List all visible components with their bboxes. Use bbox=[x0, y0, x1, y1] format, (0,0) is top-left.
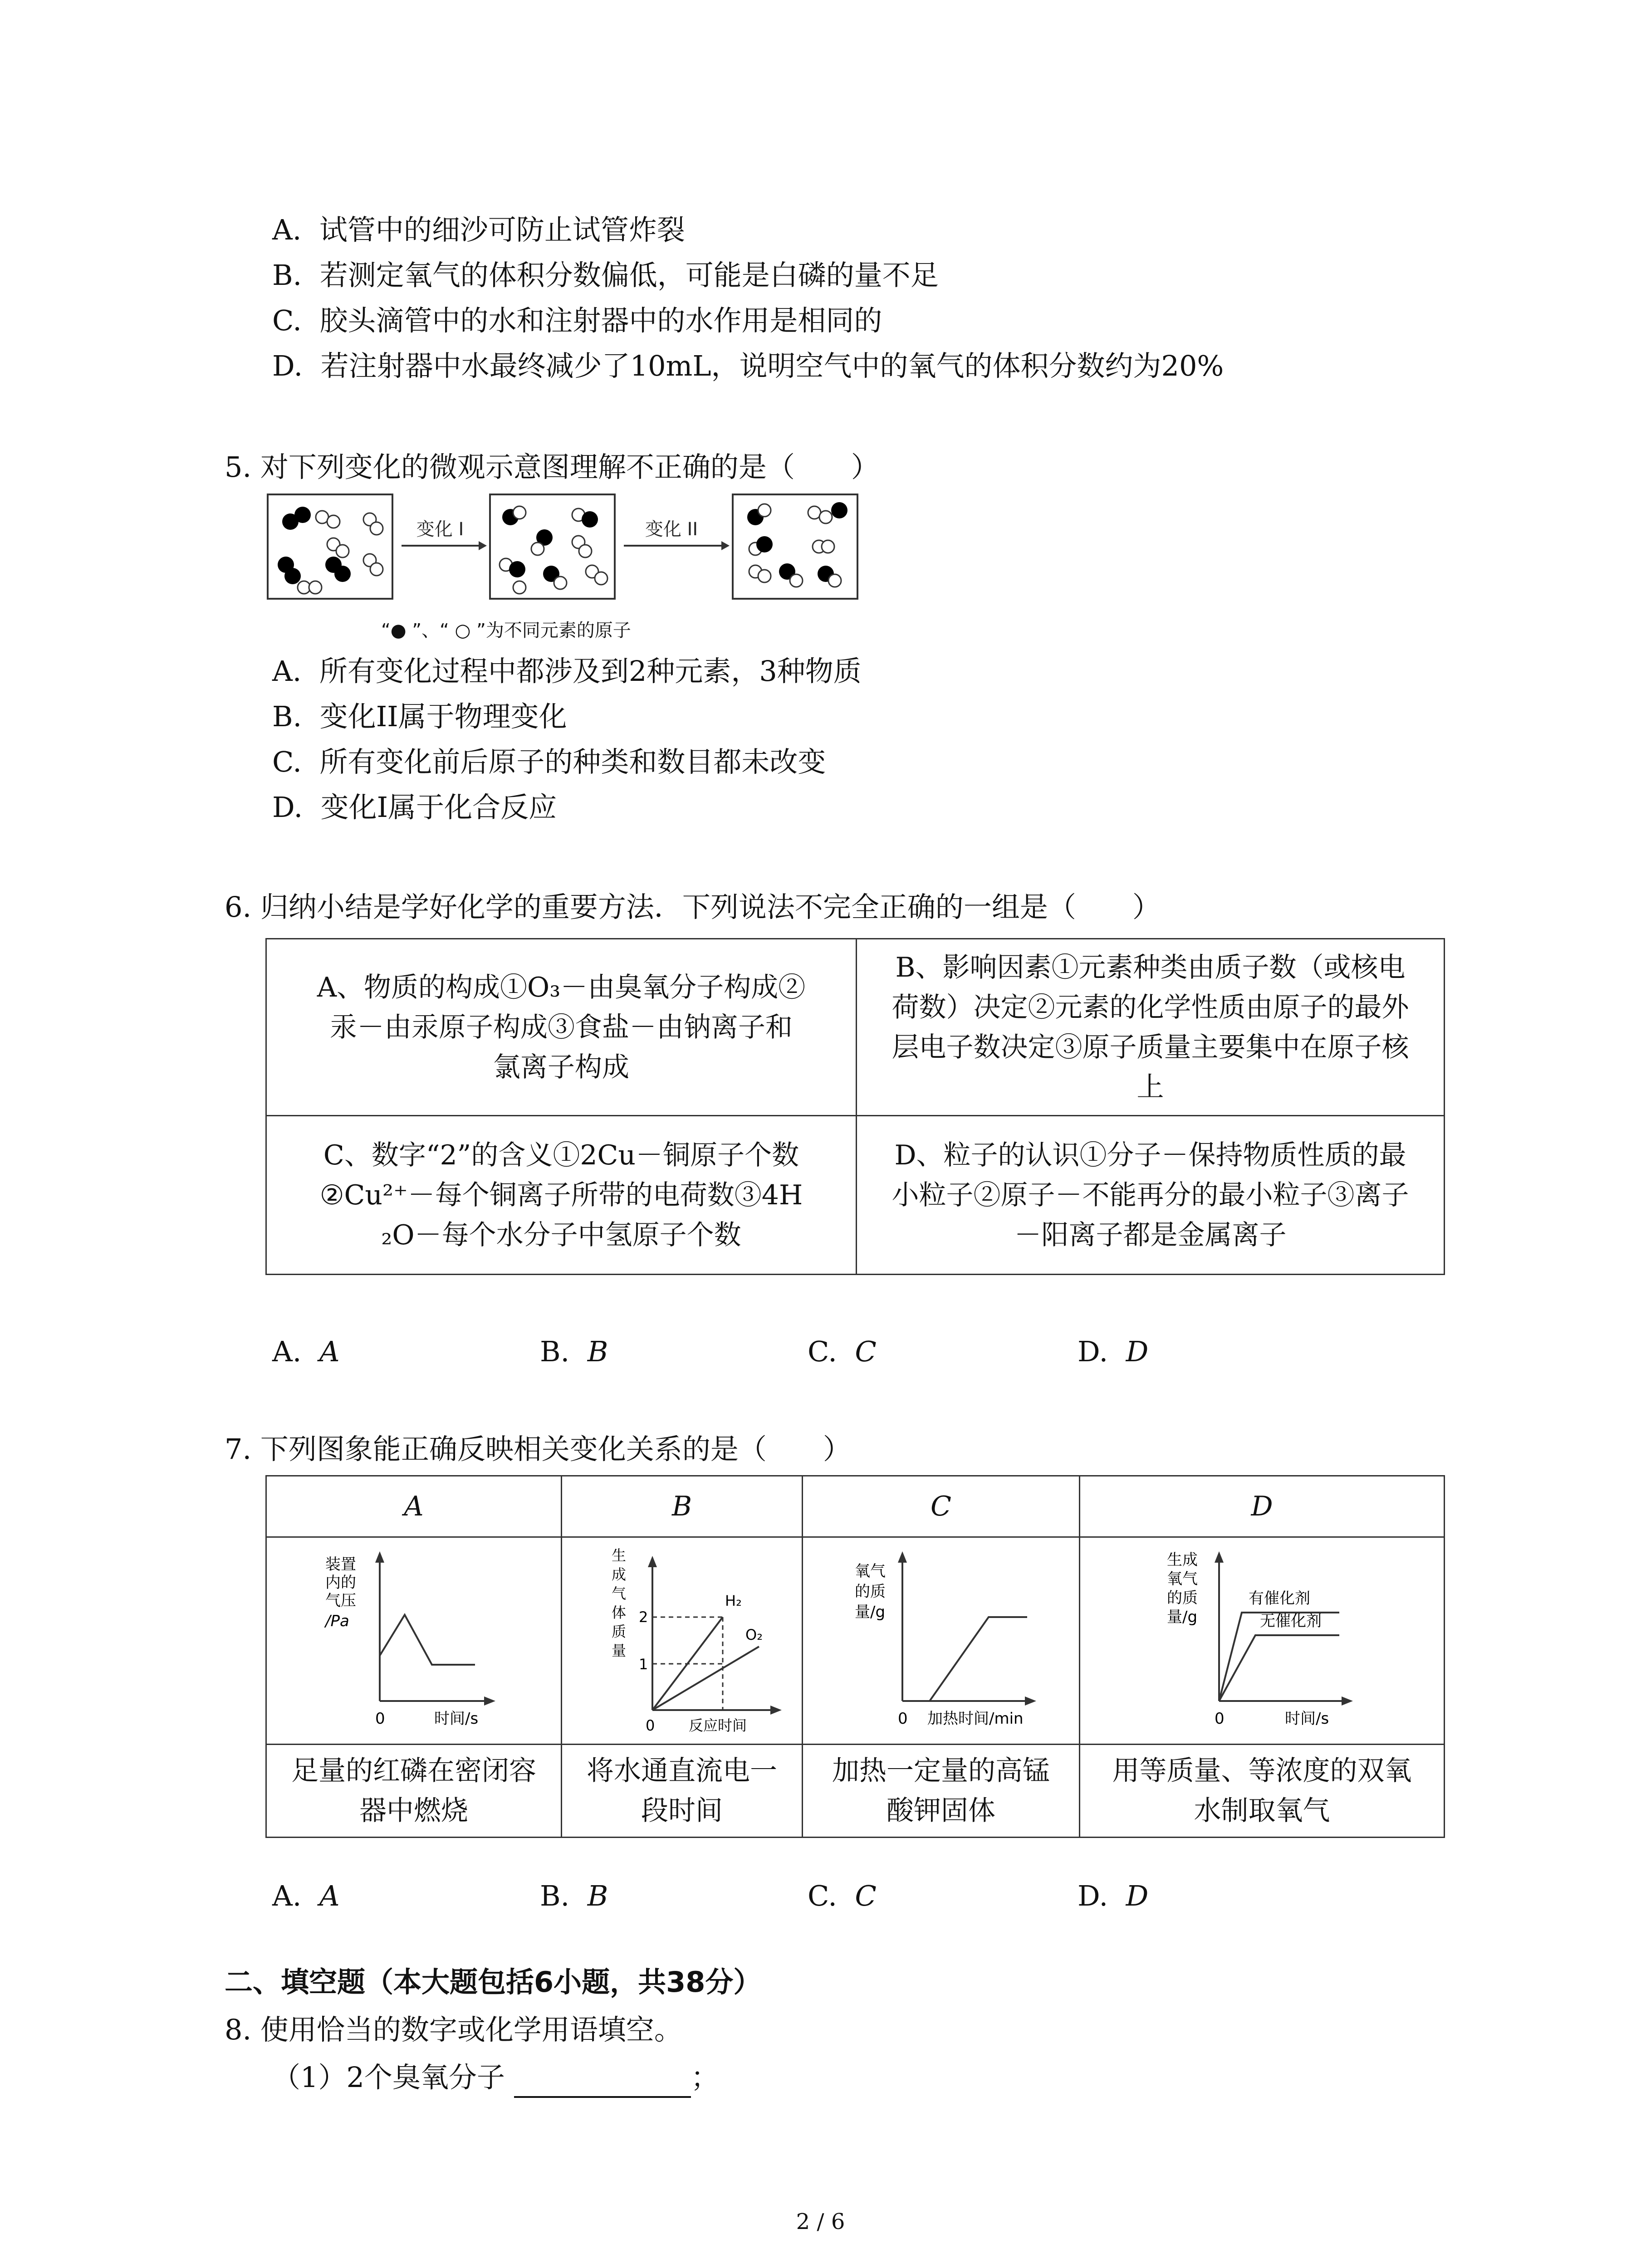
q5-stem: 5. 对下列变化的微观示意图理解不正确的是（ ） bbox=[225, 450, 879, 484]
svg-text:1: 1 bbox=[639, 1656, 648, 1673]
arrow1-label: 变化 I bbox=[416, 519, 464, 540]
q7-graph-d bbox=[1081, 1538, 1444, 1733]
svg-text:装置: 装置 bbox=[325, 1555, 356, 1574]
q7-graph-a bbox=[278, 1538, 550, 1733]
svg-text:0: 0 bbox=[646, 1717, 655, 1733]
svg-text:体: 体 bbox=[612, 1604, 627, 1621]
q6-stem: 6. 归纳小结是学好化学的重要方法．下列说法不完全正确的一组是（ ） bbox=[225, 890, 1161, 924]
q6-cell-d: D、粒子的认识①分子－保持物质性质的最 小粒子②原子－不能再分的最小粒子③离子 －阳离子都是金属离子 bbox=[857, 1116, 1445, 1275]
svg-text:生: 生 bbox=[612, 1547, 627, 1564]
svg-text:氧气: 氧气 bbox=[1166, 1570, 1198, 1588]
q7-graph-b bbox=[573, 1538, 791, 1733]
q7-graph-c-cell bbox=[803, 1537, 1080, 1745]
q7-table bbox=[265, 1475, 1445, 1838]
box1-particles bbox=[278, 507, 383, 594]
q6-table bbox=[265, 938, 1445, 1275]
svg-text:的质: 的质 bbox=[855, 1583, 886, 1601]
q5-option-c: C. 所有变化前后原子的种类和数目都未改变 bbox=[272, 745, 826, 778]
svg-text:无催化剂: 无催化剂 bbox=[1259, 1612, 1322, 1630]
svg-text:反应时间: 反应时间 bbox=[689, 1717, 747, 1733]
q4-option-a: A. 试管中的细沙可防止试管炸裂 bbox=[272, 213, 685, 246]
svg-text:质: 质 bbox=[612, 1623, 627, 1640]
svg-text:气: 气 bbox=[612, 1585, 627, 1602]
q4-option-c: C. 胶头滴管中的水和注射器中的水作用是相同的 bbox=[272, 304, 882, 337]
svg-text:氧气: 氧气 bbox=[855, 1562, 886, 1580]
q7-graph-b-cell bbox=[562, 1537, 803, 1745]
q5-option-a: A. 所有变化过程中都涉及到2种元素，3种物质 bbox=[272, 655, 862, 688]
q6-answer-c: C. C bbox=[808, 1335, 877, 1368]
svg-text:气压: 气压 bbox=[325, 1592, 356, 1610]
q6-answer-b: B. B bbox=[540, 1335, 608, 1368]
svg-text:加热时间/min: 加热时间/min bbox=[927, 1710, 1024, 1728]
svg-text:的质: 的质 bbox=[1166, 1589, 1198, 1607]
svg-text:时间/s: 时间/s bbox=[434, 1710, 479, 1728]
q5-option-b: B. 变化II属于物理变化 bbox=[272, 700, 567, 733]
q7-header-c: C bbox=[803, 1476, 1080, 1537]
q6-answer-d: D. D bbox=[1078, 1335, 1149, 1368]
q7-graph-d-cell bbox=[1080, 1537, 1445, 1745]
svg-text:0: 0 bbox=[375, 1710, 385, 1728]
q6-cell-c: C、数字“2”的含义①2Cu－铜原子个数 ②Cu²⁺－每个铜离子所带的电荷数③4H ₂O－每个水分子中氢原子个数 bbox=[266, 1116, 857, 1275]
q7-answer-b: B. B bbox=[540, 1879, 608, 1912]
q7-header-a: A bbox=[266, 1476, 562, 1537]
q7-graph-a-cell bbox=[266, 1537, 562, 1745]
q8-item-1: （1）2个臭氧分子 ； bbox=[272, 2057, 719, 2098]
q7-desc-b: 将水通直流电一 段时间 bbox=[562, 1745, 803, 1838]
q7-answer-c: C. C bbox=[808, 1879, 877, 1912]
q8-stem: 8. 使用恰当的数字或化学用语填空。 bbox=[225, 2013, 682, 2046]
q4-option-b: B. 若测定氧气的体积分数偏低，可能是白磷的量不足 bbox=[272, 259, 939, 292]
q7-stem: 7. 下列图象能正确反映相关变化关系的是（ ） bbox=[225, 1432, 851, 1466]
q7-answer-d: D. D bbox=[1078, 1879, 1149, 1912]
q7-header-d: D bbox=[1080, 1476, 1445, 1537]
section-2-heading: 二、填空题（本大题包括6小题，共38分） bbox=[225, 1965, 762, 1999]
box2-particles bbox=[500, 506, 607, 594]
q6-answer-a: A. A bbox=[272, 1335, 340, 1368]
svg-text:量/g: 量/g bbox=[1166, 1608, 1197, 1626]
svg-text:生成: 生成 bbox=[1166, 1551, 1198, 1569]
q6-cell-b: B、影响因素①元素种类由质子数（或核电 荷数）决定②元素的化学性质由原子的最外 层电子数决定③原子质量主要集中在原子核 上 bbox=[857, 939, 1445, 1116]
q5-legend: “● ”、“ ○ ”为不同元素的原子 bbox=[381, 620, 631, 641]
svg-text:时间/s: 时间/s bbox=[1284, 1710, 1329, 1728]
q8-item-1-blank[interactable] bbox=[514, 2069, 691, 2098]
svg-text:内的: 内的 bbox=[325, 1574, 356, 1592]
q7-desc-d: 用等质量、等浓度的双氧 水制取氧气 bbox=[1080, 1745, 1445, 1838]
svg-text:2: 2 bbox=[639, 1608, 648, 1626]
svg-text:量: 量 bbox=[612, 1642, 627, 1659]
q5-micro-diagram bbox=[265, 492, 869, 619]
arrow2-label: 变化 II bbox=[645, 519, 698, 540]
page-number: 2 / 6 bbox=[796, 2209, 845, 2234]
svg-text:O₂: O₂ bbox=[745, 1626, 763, 1643]
box3-particles bbox=[747, 502, 847, 587]
q7-desc-c: 加热一定量的高锰 酸钾固体 bbox=[803, 1745, 1080, 1838]
q4-option-d: D. 若注射器中水最终减少了10mL，说明空气中的氧气的体积分数约为20% bbox=[272, 349, 1224, 382]
svg-text:有催化剂: 有催化剂 bbox=[1248, 1589, 1310, 1608]
svg-text:成: 成 bbox=[612, 1566, 627, 1583]
q6-cell-a: A、物质的构成①O₃－由臭氧分子构成② 汞－由汞原子构成③食盐－由钠离子和 氯离子构成 bbox=[266, 939, 857, 1116]
svg-text:0: 0 bbox=[1214, 1710, 1225, 1728]
q7-header-b: B bbox=[562, 1476, 803, 1537]
svg-text:0: 0 bbox=[898, 1710, 908, 1728]
q7-answer-a: A. A bbox=[272, 1879, 340, 1912]
q7-graph-c bbox=[814, 1538, 1068, 1733]
svg-text:/Pa: /Pa bbox=[325, 1612, 349, 1630]
svg-text:量/g: 量/g bbox=[855, 1603, 886, 1621]
svg-text:H₂: H₂ bbox=[725, 1592, 742, 1609]
q5-option-d: D. 变化I属于化合反应 bbox=[272, 791, 557, 824]
q7-desc-a: 足量的红磷在密闭容 器中燃烧 bbox=[266, 1745, 562, 1838]
